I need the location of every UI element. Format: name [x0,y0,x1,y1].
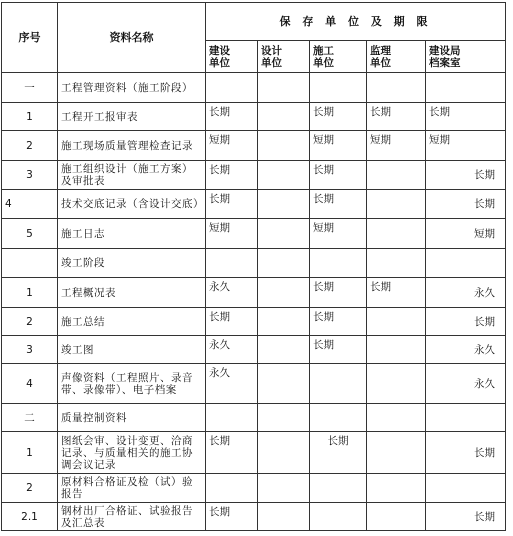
row-design-term [258,73,310,103]
row-supervision-term [367,503,426,531]
row-supervision-term [367,432,426,474]
row-archive-term [426,73,506,103]
row-construction-term: 长期 [310,336,367,364]
row-archive-term: 长期 [426,161,506,190]
row-seq: 2 [2,474,58,503]
unit-header-design: 设计 单位 [258,41,310,73]
row-owner-term [206,249,258,278]
table-row [2,131,506,161]
row-archive-term: 短期 [426,219,506,249]
row-supervision-term: 长期 [367,278,426,308]
row-supervision-term [367,249,426,278]
row-supervision-term [367,404,426,432]
unit-header-archive: 建设局 档案室 [426,41,506,73]
row-supervision-term [367,336,426,364]
row-design-term [258,278,310,308]
row-name: 施工总结 [58,308,206,336]
row-name: 工程管理资料（施工阶段） [58,73,206,103]
row-name: 原材料合格证及检（试）验报告 [58,474,206,503]
row-supervision-term: 长期 [367,103,426,131]
row-seq: 5 [2,219,58,249]
table-row [2,308,506,336]
row-owner-term: 长期 [206,503,258,531]
seq-header: 序号 [2,3,58,73]
table-row [2,190,506,219]
row-archive-term: 长期 [426,103,506,131]
table-row [2,278,506,308]
table-row [2,503,506,531]
table-row [2,432,506,474]
row-seq: 3 [2,336,58,364]
row-construction-term [310,73,367,103]
row-owner-term [206,404,258,432]
row-archive-term: 短期 [426,131,506,161]
row-seq: 4 [2,190,58,219]
row-name: 工程概况表 [58,278,206,308]
row-design-term [258,219,310,249]
row-archive-term: 长期 [426,432,506,474]
row-owner-term: 长期 [206,161,258,190]
row-supervision-term [367,190,426,219]
row-name: 施工组织设计（施工方案）及审批表 [58,161,206,190]
unit-header-supervision: 监理 单位 [367,41,426,73]
row-name: 质量控制资料 [58,404,206,432]
table-row [2,73,506,103]
table-row [2,404,506,432]
row-name: 工程开工报审表 [58,103,206,131]
retention-group-header: 保 存 单 位 及 期 限 [206,3,506,41]
row-seq: 2.1 [2,503,58,531]
row-archive-term [426,404,506,432]
row-supervision-term [367,474,426,503]
row-construction-term [310,474,367,503]
row-construction-term: 长期 [310,103,367,131]
table-row [2,364,506,404]
row-archive-term [426,249,506,278]
row-owner-term: 短期 [206,219,258,249]
row-owner-term [206,73,258,103]
table-row [2,249,506,278]
row-name: 竣工图 [58,336,206,364]
row-supervision-term [367,73,426,103]
row-owner-term: 长期 [206,432,258,474]
row-design-term [258,404,310,432]
row-seq: 一 [2,73,58,103]
row-name: 钢材出厂合格证、试验报告及汇总表 [58,503,206,531]
row-supervision-term: 短期 [367,131,426,161]
row-design-term [258,161,310,190]
row-owner-term: 永久 [206,364,258,404]
row-archive-term [426,474,506,503]
table-row [2,219,506,249]
row-supervision-term [367,161,426,190]
row-seq: 1 [2,432,58,474]
row-seq: 2 [2,131,58,161]
row-archive-term: 长期 [426,308,506,336]
table-row [2,161,506,190]
row-owner-term: 长期 [206,103,258,131]
row-seq [2,249,58,278]
row-design-term [258,103,310,131]
row-construction-term [310,404,367,432]
table-row [2,474,506,503]
row-owner-term: 长期 [206,190,258,219]
row-construction-term: 短期 [310,131,367,161]
row-seq: 1 [2,103,58,131]
row-design-term [258,308,310,336]
row-supervision-term [367,364,426,404]
row-name: 施工日志 [58,219,206,249]
row-name: 声像资料（工程照片、录音带、录像带）、电子档案 [58,364,206,404]
archive-retention-table [1,2,506,531]
row-design-term [258,432,310,474]
row-design-term [258,249,310,278]
row-construction-term [310,364,367,404]
row-archive-term: 长期 [426,503,506,531]
row-name: 施工现场质量管理检查记录 [58,131,206,161]
row-design-term [258,131,310,161]
row-construction-term: 长期 [310,190,367,219]
row-seq: 4 [2,364,58,404]
row-construction-term: 长期 [310,161,367,190]
row-construction-term: 长期 [310,278,367,308]
row-design-term [258,474,310,503]
table-row [2,336,506,364]
row-archive-term: 永久 [426,278,506,308]
row-construction-term: 长期 [310,308,367,336]
row-supervision-term [367,308,426,336]
row-owner-term [206,474,258,503]
row-design-term [258,364,310,404]
header-row-top [2,3,506,41]
row-owner-term: 永久 [206,336,258,364]
row-archive-term: 永久 [426,336,506,364]
row-supervision-term [367,219,426,249]
row-design-term [258,503,310,531]
row-archive-term: 长期 [426,190,506,219]
row-owner-term: 长期 [206,308,258,336]
row-design-term [258,336,310,364]
row-name: 竣工阶段 [58,249,206,278]
row-name: 技术交底记录（含设计交底） [58,190,206,219]
row-owner-term: 永久 [206,278,258,308]
row-archive-term: 永久 [426,364,506,404]
row-design-term [258,190,310,219]
unit-header-construction: 施工 单位 [310,41,367,73]
row-seq: 1 [2,278,58,308]
unit-header-owner: 建设 单位 [206,41,258,73]
row-owner-term: 短期 [206,131,258,161]
table-row [2,103,506,131]
row-construction-term [310,249,367,278]
name-header: 资料名称 [58,3,206,73]
row-seq: 3 [2,161,58,190]
row-name: 图纸会审、设计变更、洽商记录、与质量相关的施工协调会议记录 [58,432,206,474]
row-construction-term: 长期 [310,432,367,474]
row-seq: 二 [2,404,58,432]
row-construction-term [310,503,367,531]
row-construction-term: 短期 [310,219,367,249]
row-seq: 2 [2,308,58,336]
